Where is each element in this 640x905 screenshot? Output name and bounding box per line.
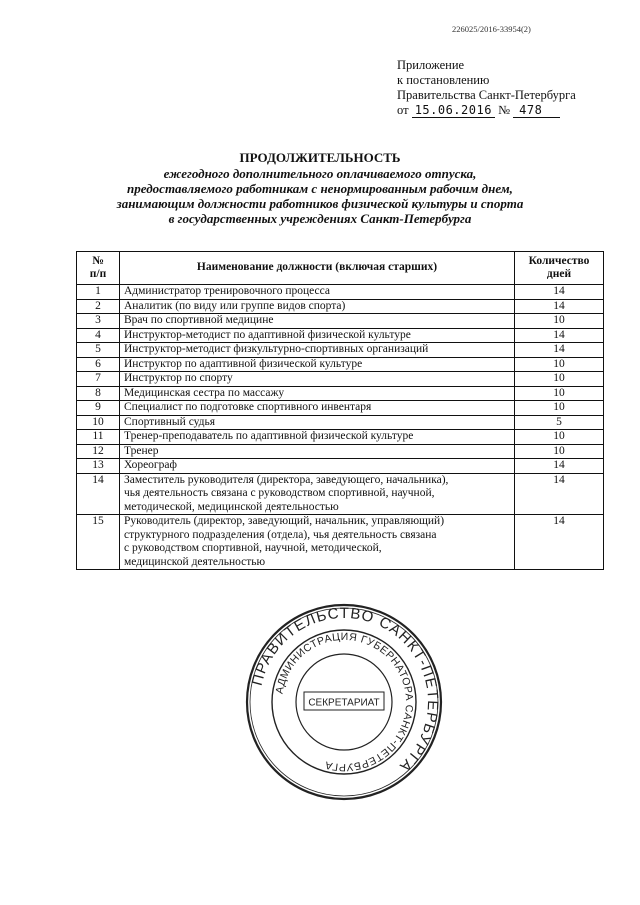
position-name-line: чья деятельность связана с руководством спортивной, научной, bbox=[124, 487, 435, 499]
row-number: 12 bbox=[77, 444, 120, 459]
title-sub-3: занимающим должности работников физической культуры и спорта bbox=[116, 196, 524, 211]
stamp-center-text: СЕКРЕТАРИАТ bbox=[308, 697, 380, 709]
vacation-days: 14 bbox=[515, 299, 604, 314]
table-row bbox=[77, 328, 604, 343]
position-name: Спортивный судья bbox=[120, 415, 515, 430]
row-number: 3 bbox=[77, 314, 120, 329]
header-num bbox=[77, 252, 120, 285]
title-sub-2: предоставляемого работникам с ненормированным рабочим днем, bbox=[127, 181, 513, 196]
number-label: № bbox=[498, 103, 510, 117]
position-name: Тренер bbox=[120, 444, 515, 459]
row-number: 15 bbox=[77, 515, 120, 570]
position-name: Тренер-преподаватель по адаптивной физической культуре bbox=[120, 430, 515, 445]
position-name bbox=[120, 473, 515, 515]
table-row bbox=[77, 386, 604, 401]
position-name-line: структурного подразделения (отдела), чья деятельность связана bbox=[124, 528, 437, 541]
stamp-inner-text: АДМИНИСТРАЦИЯ ГУБЕРНАТОРА САНКТ-ПЕТЕРБУРГА bbox=[273, 630, 416, 774]
from-label: от bbox=[397, 103, 409, 117]
row-number: 13 bbox=[77, 459, 120, 474]
position-name: Инструктор-методист по адаптивной физической культуре bbox=[120, 328, 515, 343]
title-main: ПРОДОЛЖИТЕЛЬНОСТЬ bbox=[239, 150, 401, 165]
table-row bbox=[77, 473, 604, 515]
table-row bbox=[77, 343, 604, 358]
table-row bbox=[77, 401, 604, 416]
position-name: Врач по спортивной медицине bbox=[120, 314, 515, 329]
position-name-line: Руководитель (директор, заведующий, начальник, управляющий) bbox=[124, 515, 445, 527]
table-row bbox=[77, 459, 604, 474]
table-row bbox=[77, 285, 604, 300]
vacation-days: 14 bbox=[515, 515, 604, 570]
table-body bbox=[77, 285, 604, 570]
header-days: Количество дней bbox=[515, 252, 604, 285]
table-row bbox=[77, 415, 604, 430]
vacation-days: 10 bbox=[515, 372, 604, 387]
position-name: Аналитик (по виду или группе видов спорта) bbox=[120, 299, 515, 314]
row-number: 5 bbox=[77, 343, 120, 358]
header-name: Наименование должности (включая старших) bbox=[120, 252, 515, 285]
appendix-line-2: к постановлению bbox=[397, 73, 490, 87]
vacation-days: 14 bbox=[515, 343, 604, 358]
appendix-date-row bbox=[397, 103, 576, 118]
table-row bbox=[77, 372, 604, 387]
table-row bbox=[77, 299, 604, 314]
table-row bbox=[77, 430, 604, 445]
position-name-line: с руководством спортивной, научной, методической, bbox=[124, 542, 382, 554]
document-title bbox=[0, 150, 640, 226]
position-name: Хореограф bbox=[120, 459, 515, 474]
row-number: 9 bbox=[77, 401, 120, 416]
positions-table bbox=[76, 251, 604, 570]
row-number: 7 bbox=[77, 372, 120, 387]
position-name-line: методической, медицинской деятельностью bbox=[124, 500, 339, 513]
official-stamp bbox=[244, 602, 444, 802]
position-name bbox=[120, 515, 515, 570]
vacation-days: 14 bbox=[515, 459, 604, 474]
row-number: 4 bbox=[77, 328, 120, 343]
row-number: 8 bbox=[77, 386, 120, 401]
vacation-days: 14 bbox=[515, 473, 604, 515]
row-number: 10 bbox=[77, 415, 120, 430]
row-number: 1 bbox=[77, 285, 120, 300]
header-num-line-2: п/п bbox=[89, 268, 107, 280]
vacation-days: 10 bbox=[515, 444, 604, 459]
position-name: Администратор тренировочного процесса bbox=[120, 285, 515, 300]
table-header-row bbox=[77, 252, 604, 285]
document-number: 226025/2016-33954(2) bbox=[452, 24, 531, 34]
row-number: 2 bbox=[77, 299, 120, 314]
position-name: Специалист по подготовке спортивного инвентаря bbox=[120, 401, 515, 416]
position-name-line: медицинской деятельностью bbox=[124, 555, 266, 568]
position-name: Инструктор по спорту bbox=[120, 372, 515, 387]
resolution-number: 478 bbox=[513, 103, 560, 118]
row-number: 11 bbox=[77, 430, 120, 445]
appendix-line-3: Правительства Санкт-Петербурга bbox=[397, 88, 576, 102]
row-number: 14 bbox=[77, 473, 120, 515]
vacation-days: 10 bbox=[515, 430, 604, 445]
table-row bbox=[77, 314, 604, 329]
vacation-days: 10 bbox=[515, 314, 604, 329]
position-name: Медицинская сестра по массажу bbox=[120, 386, 515, 401]
appendix-block bbox=[397, 58, 576, 118]
title-sub-1: ежегодного дополнительного оплачиваемого отпуска, bbox=[163, 166, 477, 181]
row-number: 6 bbox=[77, 357, 120, 372]
vacation-days: 10 bbox=[515, 401, 604, 416]
table-row bbox=[77, 444, 604, 459]
vacation-days: 14 bbox=[515, 328, 604, 343]
stamp-outer-text: ПРАВИТЕЛЬСТВО САНКТ-ПЕТЕРБУРГА bbox=[248, 604, 442, 776]
vacation-days: 14 bbox=[515, 285, 604, 300]
vacation-days: 10 bbox=[515, 357, 604, 372]
table-row bbox=[77, 357, 604, 372]
table-row bbox=[77, 515, 604, 570]
position-name: Инструктор-методист физкультурно-спортивных организаций bbox=[120, 343, 515, 358]
resolution-date: 15.06.2016 bbox=[412, 103, 495, 118]
header-num-line-1: № bbox=[92, 254, 104, 267]
appendix-line-1: Приложение bbox=[397, 58, 465, 72]
vacation-days: 10 bbox=[515, 386, 604, 401]
position-name-line: Заместитель руководителя (директора, заведующего, начальника), bbox=[124, 473, 449, 486]
vacation-days: 5 bbox=[515, 415, 604, 430]
title-sub-4: в государственных учреждениях Санкт-Петербурга bbox=[168, 211, 472, 226]
position-name: Инструктор по адаптивной физической культуре bbox=[120, 357, 515, 372]
